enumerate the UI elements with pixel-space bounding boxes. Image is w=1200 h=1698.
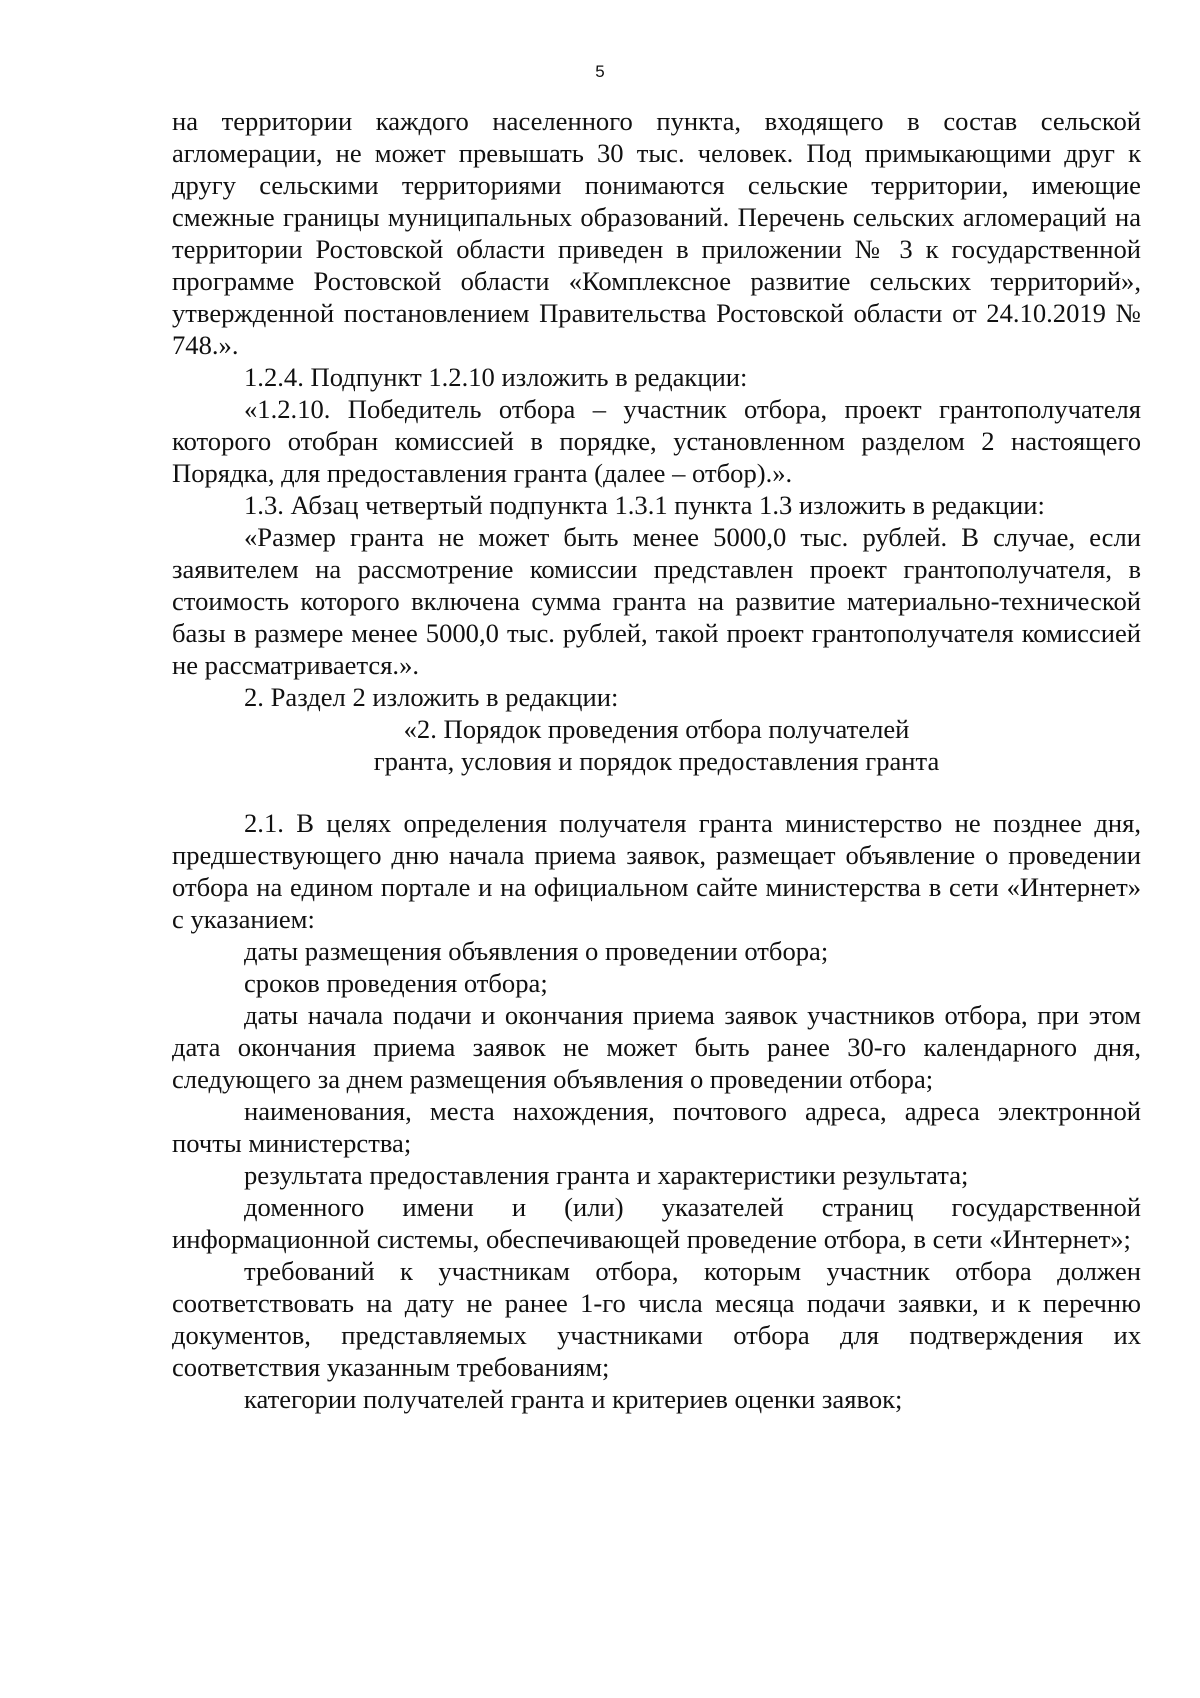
paragraph: «1.2.10. Победитель отбора – участник отбора, проект грантополучателя которого отобран комиссией в порядке, установленном разделом 2 настоящего Порядка, для предоставления гранта (далее – отбор).». — [172, 394, 1141, 488]
list-item: результата предоставления гранта и характеристики результата; — [244, 1160, 969, 1190]
paragraph: 2. Раздел 2 изложить в редакции: — [244, 682, 619, 712]
section-heading — [172, 713, 1141, 777]
paragraph: на территории каждого населенного пункта, входящего в состав сельской агломерации, не может превышать 30 тыс. человек. Под примыкающими друг к другу сельскими территориями понимаются сельские территории, имеющие смежные границы муниципальных образований. Перечень сельских агломераций на территории Ростовской области приведен в приложении № 3 к государственной программе Ростовской области «Комплексное развитие сельских территорий», утвержденной постановлением Правительства Ростовской области от 24.10.2019 № 748.». — [172, 106, 1141, 360]
paragraph: 1.2.4. Подпункт 1.2.10 изложить в редакции: — [244, 362, 748, 392]
list-item: даты начала подачи и окончания приема заявок участников отбора, при этом дата окончания приема заявок не может быть ранее 30-го календарного дня, следующего за днем размещения объявления о проведении отбора; — [172, 1000, 1141, 1094]
paragraph: 1.3. Абзац четвертый подпункта 1.3.1 пункта 1.3 изложить в редакции: — [244, 490, 1045, 520]
section-heading-line: гранта, условия и порядок предоставления гранта — [373, 746, 940, 776]
section-heading-line: «2. Порядок проведения отбора получателей — [403, 714, 910, 744]
list-item: наименования, места нахождения, почтового адреса, адреса электронной почты министерства; — [172, 1096, 1141, 1158]
document-body — [172, 105, 1141, 1415]
list-item: категории получателей гранта и критериев оценки заявок; — [244, 1384, 903, 1414]
list-item: даты размещения объявления о проведении отбора; — [244, 936, 829, 966]
list-item: доменного имени и (или) указателей страниц государственной информационной системы, обеспечивающей проведение отбора, в сети «Интернет»; — [172, 1192, 1141, 1254]
paragraph: 2.1. В целях определения получателя гранта министерство не позднее дня, предшествующего дню начала приема заявок, размещает объявление о проведении отбора на едином портале и на официальном сайте министерства в сети «Интернет» с указанием: — [172, 808, 1141, 934]
list-item: сроков проведения отбора; — [244, 968, 548, 998]
page-number: 5 — [595, 62, 605, 81]
list-item: требований к участникам отбора, которым участник отбора должен соответствовать на дату не ранее 1-го числа месяца подачи заявки, и к перечню документов, представляемых участниками отбора для подтверждения их соответствия указанным требованиям; — [172, 1256, 1141, 1382]
paragraph: «Размер гранта не может быть менее 5000,0 тыс. рублей. В случае, если заявителем на рассмотрение комиссии представлен проект грантополучателя, в стоимость которого включена сумма гранта на развитие материально-технической базы в размере менее 5000,0 тыс. рублей, такой проект грантополучателя комиссией не рассматривается.». — [172, 522, 1141, 680]
